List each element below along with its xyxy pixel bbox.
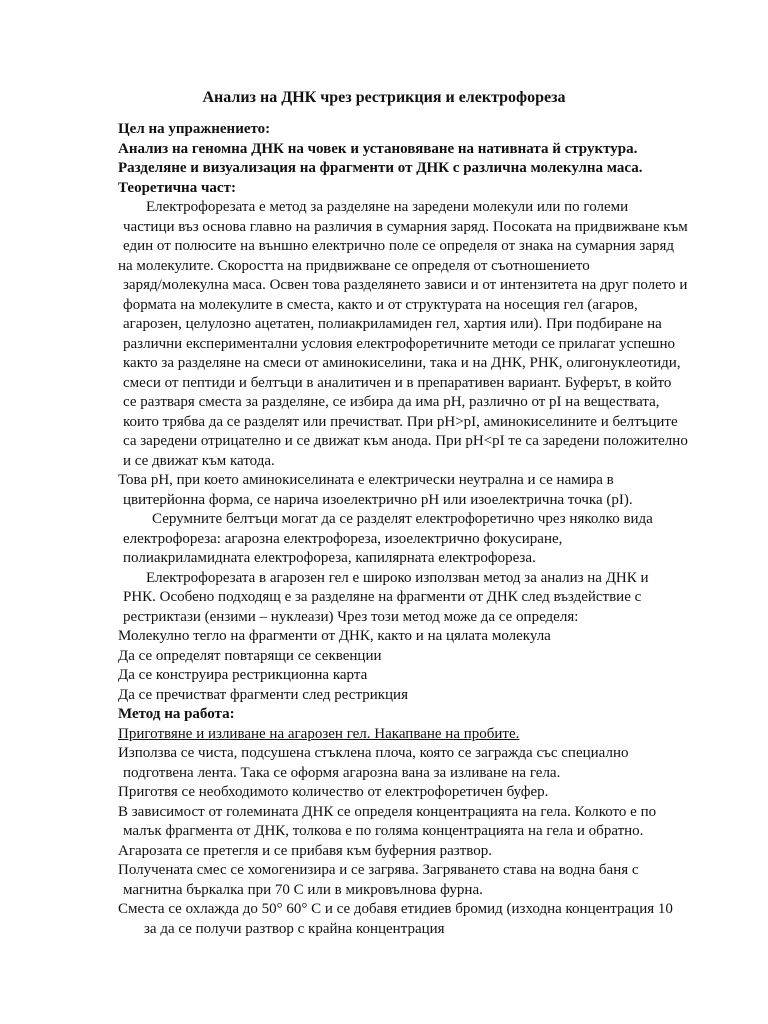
document-body xyxy=(118,120,688,939)
paragraph-line: частици въз основа главно на различия в сумарния заряд. Посоката на придвижване към xyxy=(123,218,688,235)
list-item: Молекулно тегло на фрагменти от ДНК, както и на цялата молекула xyxy=(118,628,551,644)
paragraph-line: и се движат към катода. xyxy=(123,452,275,469)
paragraph-line: Получената смес се хомогенизира и се загрява. Загряването става на водна баня с xyxy=(118,862,639,878)
paragraph-line: Използва се чиста, подсушена стъклена плоча, която се заграждa със специално xyxy=(118,745,629,761)
paragraph-line: както за разделяне на смеси от аминокиселини, така и на ДНК, РНК, олигонуклеотиди, xyxy=(123,355,681,371)
paragraph-line: Електрофорезата е метод за разделяне на заредени молекули или по големи xyxy=(146,199,629,215)
paragraph-line: РНК. Особено подходящ е за разделяне на фрагменти от ДНК след въздействие с xyxy=(123,589,642,605)
paragraph-line: се разтваря сместа за разделяне, се избира да има pH, различно от pI на веществата, xyxy=(123,394,660,410)
paragraph-line: са заредени отрицателно и се движат към анода. При pH<pI те са заредени положително xyxy=(123,433,688,449)
section-heading-method: Метод на работа: xyxy=(118,706,235,722)
paragraph-line: рестриктази (ензими – нуклеази) Чрез този метод може да се определя: xyxy=(123,608,579,625)
section-heading-theory: Теоретична част: xyxy=(118,179,236,196)
paragraph-line: на молекулите. Скоростта на придвижване се определя от съотношението xyxy=(118,257,590,274)
paragraph-line: Приготвя се необходимото количество от електрофоретичен буфер. xyxy=(118,784,549,800)
paragraph-line: Серумните белтъци могат да се разделят електрофоретично чрез няколко вида xyxy=(152,511,653,527)
document-title: Анализ на ДНК чрез рестрикция и електрофореза xyxy=(202,89,566,106)
paragraph-line: различни експериментални условия електрофоретичните методи се прилагат успешно xyxy=(123,335,676,352)
paragraph-line: Това pH, при което аминокиселината е електрически неутрална и се намира в xyxy=(118,472,614,488)
list-item: Да се пречистват фрагменти след рестрикция xyxy=(118,686,408,703)
paragraph-line: агарозен, целулозно ацетатен, полиакриламиден гел, хартия или). При подбиране на xyxy=(123,316,662,332)
list-item: Да се конструира рестрикционна карта xyxy=(118,667,368,683)
paragraph-line: които трябва да се разделят или пречистват. При pH>pI, аминокиселините и белтъците xyxy=(123,413,678,430)
paragraph-line: един от полюсите на външно електрично поле се определя от знака на сумарния заряд xyxy=(123,238,675,254)
paragraph-line: електрофореза: агарозна електрофореза, изоелектрично фокусиране, xyxy=(123,530,563,547)
paragraph-line: В зависимост от големината ДНК се определя концентрацията на гела. Колкото е по xyxy=(118,803,657,820)
paragraph-line: полиакриламидната електрофореза, капилярната електрофореза. xyxy=(123,550,536,566)
paragraph-line: Агарозата се претегля и се прибавя към буферния разтвор. xyxy=(118,842,492,859)
paragraph-line: магнитна бъркалка при 70 С или в микровълнова фурна. xyxy=(123,881,483,898)
section-heading-goal: Цел на упражнението: xyxy=(118,121,271,137)
paragraph-line: формата на молекулите в сместа, както и от структурата на носещия гел (агаров, xyxy=(123,296,638,313)
paragraph-line: заряд/молекулна маса. Освен това разделянето зависи и от интензитета на друг полето и xyxy=(123,277,688,293)
list-item: Да се определят повтарящи се секвенции xyxy=(118,647,382,664)
paragraph-line: цвитерйонна форма, се нарича изоелектрично pH или изоелектрична точка (pI). xyxy=(123,491,633,508)
paragraph-line: Електрофорезата в агарозен гел е широко използван метод за анализ на ДНК и xyxy=(146,569,649,586)
paragraph-line: смеси от пептиди и белтъци в аналитичен и в препаративен вариант. Буферът, в който xyxy=(123,374,672,391)
subsection-heading: Приготвяне и изливане на агарозен гел. Накапване на пробите. xyxy=(118,725,520,742)
goal-line: Разделяне и визуализация на фрагменти от ДНК с различна молекулна маса. xyxy=(118,160,643,176)
paragraph-line: за да се получи разтвор с крайна концентрация xyxy=(144,920,445,937)
paragraph-line: Сместа се охлажда до 50° 60° С и се добавя етидиев бромид (изходна концентрация 10 xyxy=(118,901,673,917)
paragraph-line: малък фрагмента от ДНК, толкова е по голяма концентрацията на гела и обратно. xyxy=(123,823,644,839)
goal-line: Анализ на геномна ДНК на човек и установяване на нативната й структура. xyxy=(118,140,638,157)
paragraph-line: подготвена лента. Така се оформя агарозна вана за изливане на гела. xyxy=(123,764,561,781)
